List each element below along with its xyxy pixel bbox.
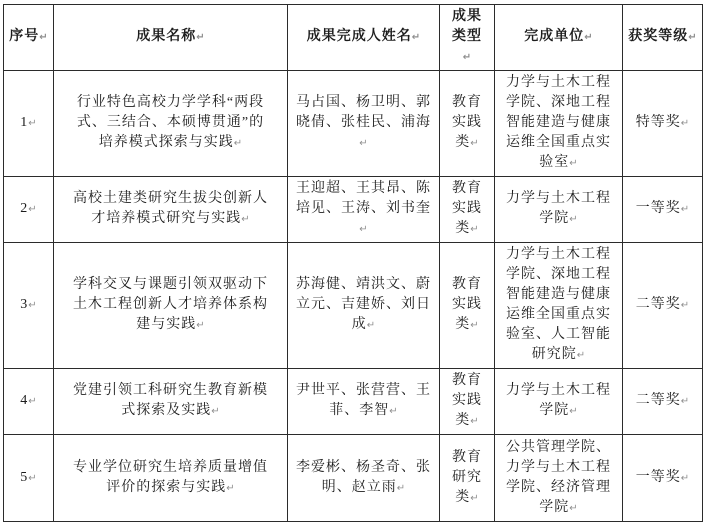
cell-unit xyxy=(495,243,623,369)
col-header-label: 成果完成人姓名 xyxy=(306,29,412,44)
paragraph-mark-icon: ↵ xyxy=(28,396,37,407)
col-header-label: 获奖等级 xyxy=(628,29,689,44)
paragraph-mark-icon: ↵ xyxy=(233,138,243,149)
col-header-type xyxy=(440,5,495,71)
award-level: 一等奖 xyxy=(635,201,681,216)
paragraph-mark-icon: ↵ xyxy=(196,32,205,43)
achievement-type: 教育实践类 xyxy=(452,373,482,428)
awards-table xyxy=(3,4,703,522)
serial-number: 4 xyxy=(20,393,29,408)
cell-achievement-name xyxy=(54,435,288,522)
paragraph-mark-icon: ↵ xyxy=(569,158,578,169)
paragraph-mark-icon: ↵ xyxy=(576,350,586,361)
paragraph-mark-icon: ↵ xyxy=(28,204,37,215)
cell-people xyxy=(288,243,440,369)
paragraph-mark-icon: ↵ xyxy=(28,118,37,129)
serial-number: 1 xyxy=(20,115,29,130)
people-names: 苏海健、靖洪文、蔚立元、吉建娇、刘日成 xyxy=(296,277,431,332)
people-names: 马占国、杨卫明、郭晓倩、张桂民、浦海 xyxy=(296,95,431,130)
cell-serial xyxy=(4,177,54,243)
paragraph-mark-icon: ↵ xyxy=(470,138,479,149)
cell-achievement-name xyxy=(54,243,288,369)
col-header-award-level xyxy=(623,5,703,71)
paragraph-mark-icon: ↵ xyxy=(470,224,479,235)
cell-unit xyxy=(495,435,623,522)
cell-type xyxy=(440,369,495,435)
award-level: 特等奖 xyxy=(635,115,681,130)
serial-number: 3 xyxy=(20,297,29,312)
people-names: 王迎超、王其昂、陈培见、王涛、刘书奎 xyxy=(296,181,431,216)
paragraph-mark-icon: ↵ xyxy=(366,320,376,331)
cell-achievement-name xyxy=(54,177,288,243)
paragraph-mark-icon: ↵ xyxy=(411,32,421,43)
paragraph-mark-icon: ↵ xyxy=(28,300,37,311)
achievement-name: 党建引领工科研究生教育新模式探索及实践 xyxy=(73,383,268,418)
paragraph-mark-icon: ↵ xyxy=(470,416,479,427)
paragraph-mark-icon: ↵ xyxy=(241,214,250,225)
table-row xyxy=(4,435,703,522)
paragraph-mark-icon: ↵ xyxy=(680,300,690,311)
cell-unit xyxy=(495,369,623,435)
paragraph-mark-icon: ↵ xyxy=(396,482,406,494)
paragraph-mark-icon: ↵ xyxy=(584,32,593,43)
cell-people xyxy=(288,435,440,522)
cell-unit xyxy=(495,71,623,177)
cell-serial xyxy=(4,243,54,369)
cell-people xyxy=(288,369,440,435)
cell-people xyxy=(288,71,440,177)
cell-type xyxy=(440,71,495,177)
achievement-name: 专业学位研究生培养质量增值评价的探索与实践 xyxy=(73,459,268,495)
cell-award-level xyxy=(623,177,703,243)
cell-serial xyxy=(4,71,54,177)
col-header-achievement-name xyxy=(54,5,288,71)
paragraph-mark-icon: ↵ xyxy=(569,502,578,514)
paragraph-mark-icon: ↵ xyxy=(39,32,48,43)
table-row xyxy=(4,369,703,435)
achievement-type: 教育实践类 xyxy=(452,181,482,236)
cell-award-level xyxy=(623,243,703,369)
paragraph-mark-icon: ↵ xyxy=(680,204,690,215)
paragraph-mark-icon: ↵ xyxy=(688,32,697,43)
paragraph-mark-icon: ↵ xyxy=(226,482,235,494)
cell-award-level xyxy=(623,71,703,177)
cell-people xyxy=(288,177,440,243)
paragraph-mark-icon: ↵ xyxy=(569,214,578,225)
award-level: 二等奖 xyxy=(635,297,681,312)
cell-type xyxy=(440,177,495,243)
people-names: 尹世平、张营营、王菲、李智 xyxy=(296,383,431,418)
cell-serial xyxy=(4,435,54,522)
table-row xyxy=(4,71,703,177)
serial-number: 5 xyxy=(20,469,29,485)
paragraph-mark-icon: ↵ xyxy=(28,472,37,484)
table-row xyxy=(4,177,703,243)
paragraph-mark-icon: ↵ xyxy=(462,52,472,63)
paragraph-mark-icon: ↵ xyxy=(196,320,205,331)
cell-award-level xyxy=(623,369,703,435)
paragraph-mark-icon: ↵ xyxy=(680,396,690,407)
col-header-people xyxy=(288,5,440,71)
table-row xyxy=(4,243,703,369)
paragraph-mark-icon: ↵ xyxy=(389,406,398,417)
paragraph-mark-icon: ↵ xyxy=(359,138,368,149)
people-names: 李爱彬、杨圣奇、张明、赵立雨 xyxy=(296,459,431,495)
award-level: 二等奖 xyxy=(635,393,681,408)
paragraph-mark-icon: ↵ xyxy=(680,118,690,129)
col-header-label: 完成单位 xyxy=(524,29,585,44)
col-header-label: 成果类型 xyxy=(452,9,482,44)
completing-unit: 力学与土木工程学院 xyxy=(506,383,611,418)
paragraph-mark-icon: ↵ xyxy=(569,406,578,417)
cell-achievement-name xyxy=(54,71,288,177)
cell-type xyxy=(440,435,495,522)
paragraph-mark-icon: ↵ xyxy=(470,320,479,331)
paragraph-mark-icon: ↵ xyxy=(359,224,368,235)
cell-type xyxy=(440,243,495,369)
paragraph-mark-icon: ↵ xyxy=(211,406,220,417)
cell-achievement-name xyxy=(54,369,288,435)
col-header-label: 序号 xyxy=(9,29,40,44)
achievement-name: 行业特色高校力学学科“两段式、三结合、本硕博贯通”的培养模式探索与实践 xyxy=(76,95,265,150)
achievement-name: 高校土建类研究生拔尖创新人才培养模式研究与实践 xyxy=(73,191,268,226)
cell-serial xyxy=(4,369,54,435)
col-header-unit xyxy=(495,5,623,71)
completing-unit: 力学与土木工程学院、深地工程智能建造与健康运维全国重点实验室、人工智能研究院 xyxy=(506,247,611,362)
col-header-label: 成果名称 xyxy=(136,29,197,44)
paragraph-mark-icon: ↵ xyxy=(470,492,479,504)
col-header-serial xyxy=(4,5,54,71)
paragraph-mark-icon: ↵ xyxy=(680,472,690,484)
cell-unit xyxy=(495,177,623,243)
header-row xyxy=(4,5,703,71)
completing-unit: 力学与土木工程学院 xyxy=(506,191,611,226)
cell-award-level xyxy=(623,435,703,522)
completing-unit: 公共管理学院、力学与土木工程学院、经济管理学院 xyxy=(506,439,611,515)
achievement-name: 学科交叉与课题引领双驱动下土木工程创新人才培养体系构建与实践 xyxy=(73,277,268,332)
achievement-type: 教育实践类 xyxy=(452,95,482,150)
achievement-type: 教育研究类 xyxy=(452,449,482,505)
completing-unit: 力学与土木工程学院、深地工程智能建造与健康运维全国重点实验室 xyxy=(506,75,611,170)
serial-number: 2 xyxy=(20,201,29,216)
achievement-type: 教育实践类 xyxy=(452,277,482,332)
award-level: 一等奖 xyxy=(635,469,681,485)
